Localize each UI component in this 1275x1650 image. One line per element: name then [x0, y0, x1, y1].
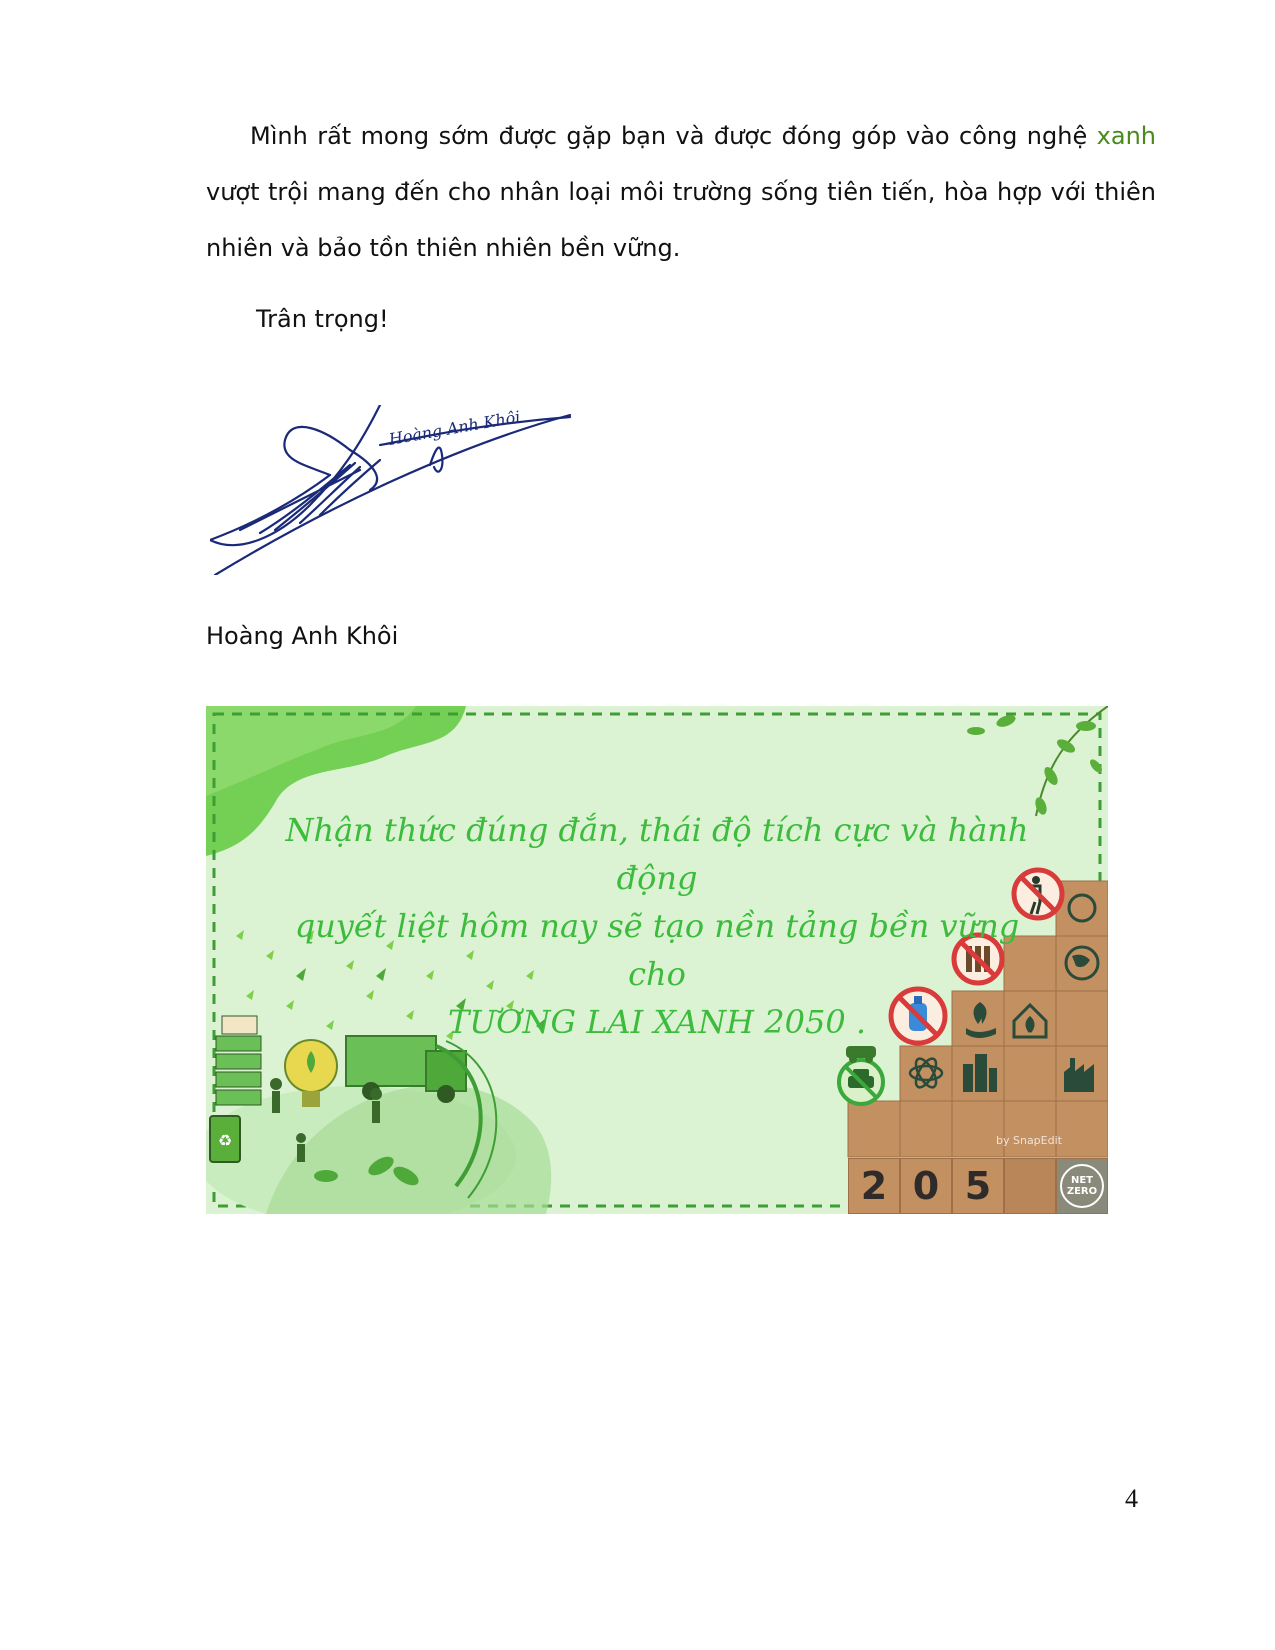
number-tile-5: 5: [952, 1158, 1004, 1214]
green-future-banner: [206, 706, 1108, 1214]
recycle-bin-icon: [210, 1116, 240, 1162]
net-zero-badge: [1060, 1164, 1104, 1208]
paragraph-text-end: vượt trội mang đến cho nhân loại môi trường sống tiên tiến, hòa hợp với thiên nhiên và bảo tồn thiên nhiên bền vững.: [206, 178, 1156, 262]
net-zero-line-2: ZERO: [1066, 1186, 1098, 1197]
closing-salutation: Trân trọng!: [256, 305, 389, 333]
quote-line-3: TƯƠNG LAI XANH 2050 .: [447, 1003, 867, 1041]
net-zero-tile: [1056, 1158, 1108, 1214]
signature-lettering: Hoàng Anh Khôi: [387, 407, 522, 449]
number-tile-0: 0: [900, 1158, 952, 1214]
quote-line-1: Nhận thức đúng đắn, thái độ tích cực và hành động: [285, 811, 1029, 897]
handwritten-signature: [210, 405, 610, 575]
page-number: 4: [1125, 1484, 1138, 1513]
signer-name: Hoàng Anh Khôi: [206, 622, 399, 650]
net-zero-line-1: NET: [1070, 1175, 1093, 1186]
snapedit-watermark: by SnapEdit: [996, 1134, 1062, 1147]
quote-line-2: quyết liệt hôm nay sẽ tạo nền tảng bền vững cho: [294, 907, 1020, 993]
highlight-word-xanh: xanh: [1096, 122, 1156, 150]
paragraph-text-start: Mình rất mong sớm được gặp bạn và được đóng góp vào công nghệ: [250, 122, 1097, 150]
no-car-icon: [839, 1060, 883, 1104]
building-stack-icon: [216, 1016, 261, 1105]
body-paragraph: [206, 108, 1156, 276]
svg-text:♻: ♻: [217, 1131, 233, 1150]
number-tile-blank: [1004, 1158, 1056, 1214]
banner-quote: [266, 806, 1048, 1046]
number-tile-2: 2: [848, 1158, 900, 1214]
